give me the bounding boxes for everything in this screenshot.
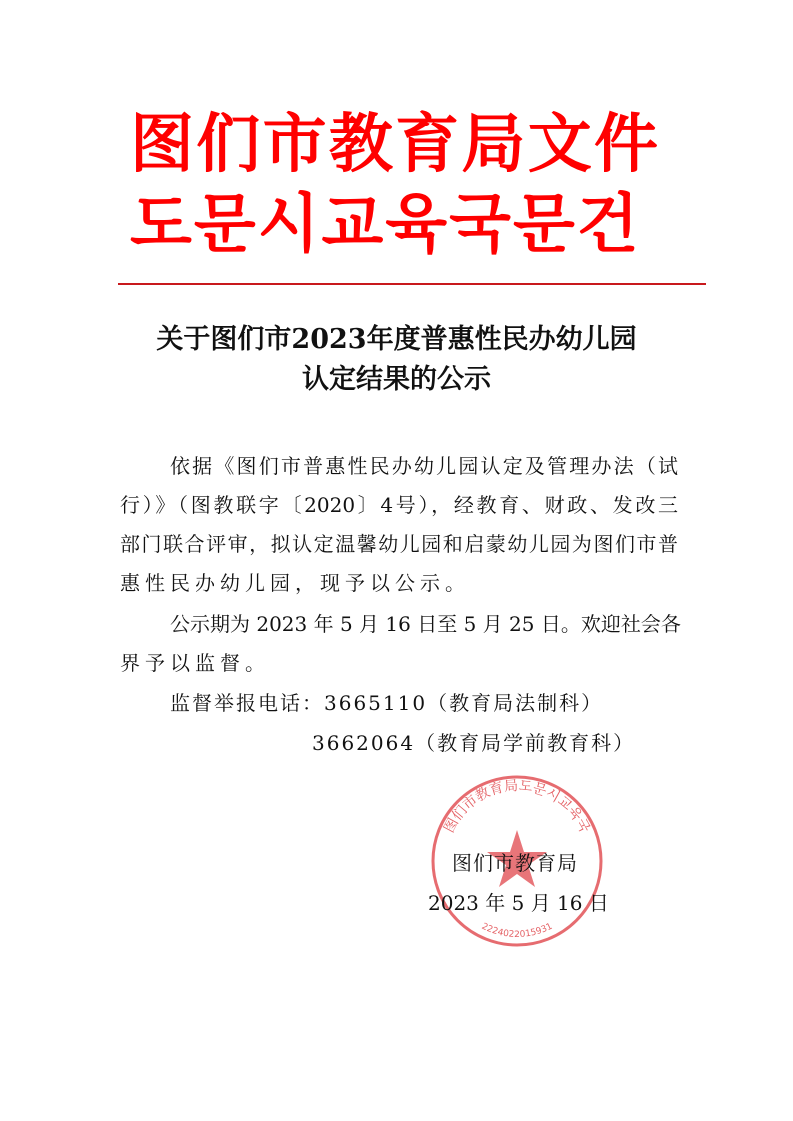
body-line: 惠性民办幼儿园，现予以公示。 <box>120 571 470 595</box>
issuer-name: 图们市教育局 <box>452 851 578 875</box>
seal-number: 2224022015931 <box>479 921 555 940</box>
body-line: 界予以监督。 <box>120 651 270 675</box>
body-line: 行）》（图教联字〔2020〕4号），经教育、财政、发改三 <box>120 493 678 517</box>
body-line: 公示期为 2023 年 5 月 16 日至 5 月 25 日。欢迎社会各 <box>170 612 681 636</box>
document-title-line2: 认定结果的公示 <box>302 364 491 395</box>
document-title-line1: 关于图们市2023年度普惠性民办幼儿园 <box>156 324 637 355</box>
body-line: 依据《图们市普惠性民办幼儿园认定及管理办法（试 <box>170 454 678 478</box>
body-line: 部门联合评审，拟认定温馨幼儿园和启蒙幼儿园为图们市普 <box>120 532 678 556</box>
letterhead-korean: 도문시교육국문건 <box>130 188 641 262</box>
letterhead-chinese: 图们市教育局文件 <box>130 108 660 182</box>
svg-text:2224022015931 <box>480 922 554 940</box>
letterhead-divider <box>118 283 706 285</box>
contact-line-1: 监督举报电话：3665110（教育局法制科） <box>170 691 604 715</box>
seal-text: 图们市教育局도문시교육국 <box>441 778 593 836</box>
contact-line-2: 3662064（教育局学前教育科） <box>312 731 636 755</box>
svg-text:图们市教育局도문시교육국 <box>441 778 593 836</box>
issue-date: 2023 年 5 月 16 日 <box>428 891 609 915</box>
